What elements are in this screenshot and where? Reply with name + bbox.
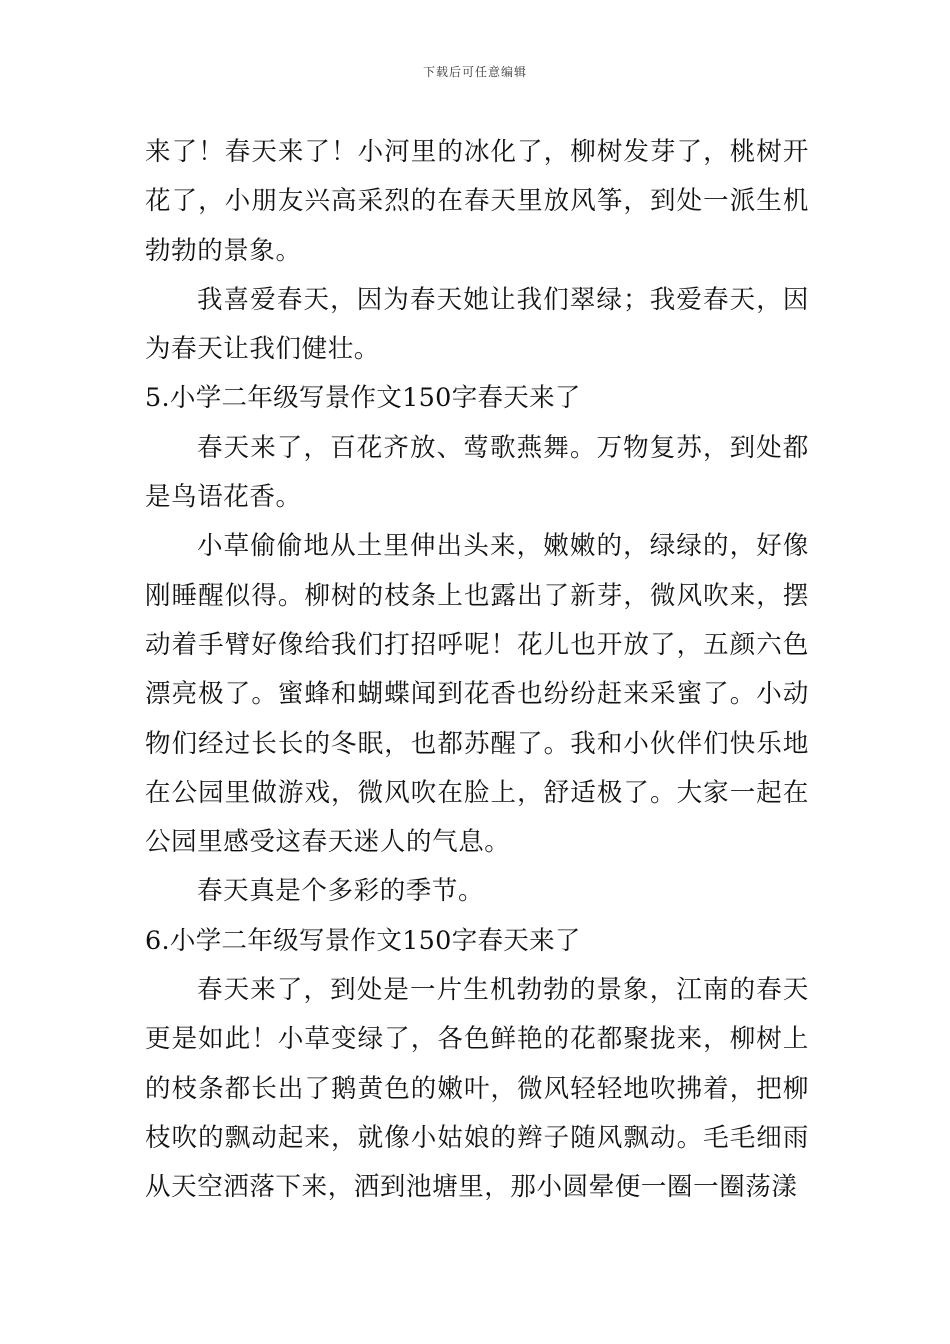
paragraph: 春天来了，到处是一片生机勃勃的景象，江南的春天更是如此！小草变绿了，各色鲜艳的花都聚拢来，柳树上的枝条都长出了鹅黄色的嫩叶，微风轻轻地吹拂着，把柳枝吹的飘动起来，就像小姑娘的辫子随风飘动。毛毛细雨从天空洒落下来，洒到池塘里，那小圆晕便一圈一圈荡漾 [145,975,809,1203]
document-body [145,128,809,1213]
paragraph: 来了！春天来了！小河里的冰化了，柳树发芽了，桃树开花了，小朋友兴高采烈的在春天里放风筝，到处一派生机勃勃的景象。 [145,137,809,266]
section-heading: 6.小学二年级写景作文150字春天来了 [145,925,581,956]
paragraph: 春天真是个多彩的季节。 [197,876,485,907]
paragraph: 小草偷偷地从土里伸出头来，嫩嫩的，绿绿的，好像刚睡醒似得。柳树的枝条上也露出了新芽，微风吹来，摆动着手臂好像给我们打招呼呢！花儿也开放了，五颜六色漂亮极了。蜜蜂和蝴蝶闻到花香也纷纷赶来采蜜了。小动物们经过长长的冬眠，也都苏醒了。我和小伙伴们快乐地在公园里做游戏，微风吹在脸上，舒适极了。大家一起在公园里感受这春天迷人的气息。 [145,531,809,858]
paragraph: 春天来了，百花齐放、莺歌燕舞。万物复苏，到处都是鸟语花香。 [145,432,809,513]
page-header: 下载后可任意编辑 [422,65,527,79]
section-heading: 5.小学二年级写景作文150字春天来了 [145,383,581,414]
paragraph: 我喜爱春天，因为春天她让我们翠绿；我爱春天，因为春天让我们健壮。 [145,284,809,365]
